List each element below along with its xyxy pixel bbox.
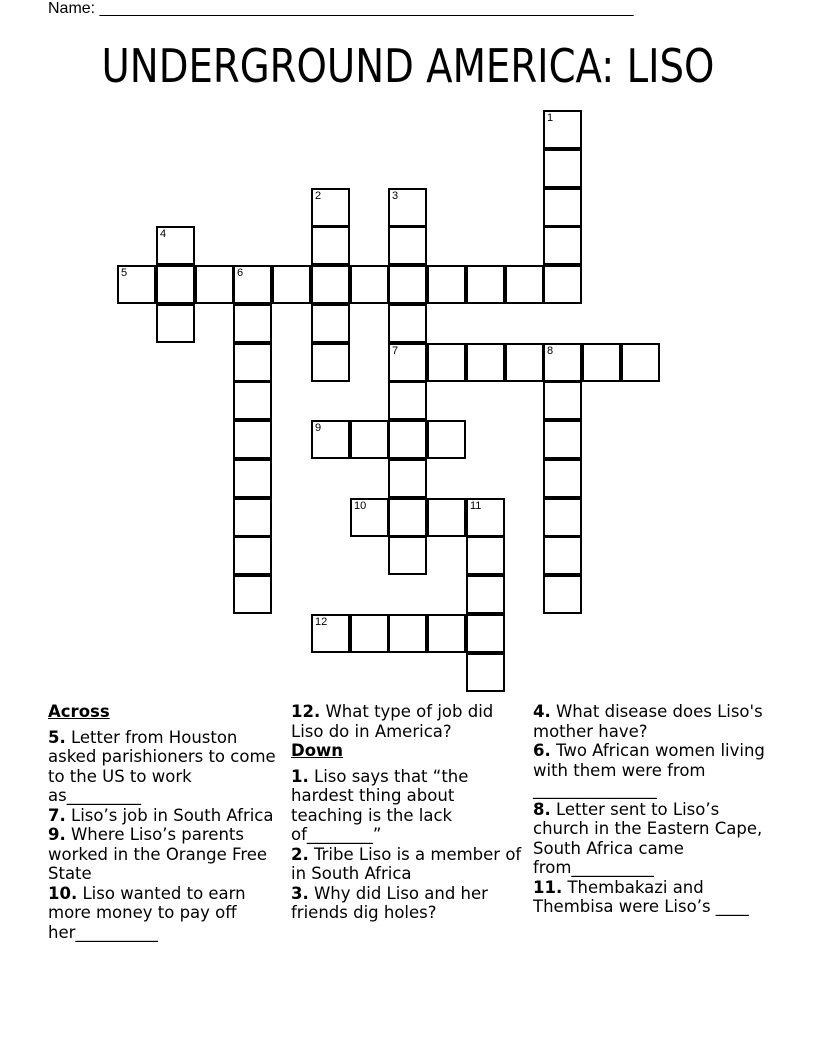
grid-cell[interactable] [350, 614, 389, 653]
clue-number: 2. [291, 844, 309, 864]
grid-cell[interactable] [233, 265, 272, 304]
clue-number-label: 8 [547, 345, 554, 357]
grid-cell[interactable] [350, 265, 389, 304]
clue-number-label: 1 [547, 112, 554, 124]
clue-text: What type of job did Liso do in America? [291, 702, 494, 741]
clue-down-1 [291, 767, 526, 845]
clue-number-label: 4 [160, 228, 167, 240]
page-title: UNDERGROUND AMERICA: LISO [101, 39, 715, 93]
grid-cell[interactable] [311, 188, 350, 227]
grid-cell[interactable] [233, 304, 272, 343]
clue-down-4 [533, 702, 773, 741]
clue-number: 8. [533, 799, 551, 819]
clue-number-label: 5 [121, 267, 128, 279]
grid-cell[interactable] [427, 614, 466, 653]
grid-cell[interactable] [427, 343, 466, 382]
grid-cell[interactable] [388, 498, 427, 537]
clues-column-2 [291, 702, 526, 923]
grid-cell[interactable] [388, 304, 427, 343]
grid-cell[interactable] [311, 226, 350, 265]
clue-across-7 [48, 806, 280, 826]
grid-cell[interactable] [505, 265, 544, 304]
clue-number: 6. [533, 741, 551, 760]
clue-number: 5. [48, 727, 66, 747]
grid-cell[interactable] [233, 343, 272, 382]
grid-cell[interactable] [156, 304, 195, 343]
grid-cell[interactable] [543, 188, 582, 227]
clue-down-2 [291, 845, 526, 884]
grid-cell[interactable] [233, 575, 272, 614]
clue-number-label: 3 [392, 190, 399, 202]
clue-down-11 [533, 878, 773, 917]
grid-cell[interactable] [543, 265, 582, 304]
grid-cell[interactable] [466, 575, 505, 614]
clue-number-label: 6 [237, 267, 244, 279]
grid-cell[interactable] [311, 614, 350, 653]
grid-cell[interactable] [388, 343, 427, 382]
clue-text: Liso’s job in South Africa [65, 805, 274, 825]
clue-across-9 [48, 825, 280, 884]
grid-cell[interactable] [427, 498, 466, 537]
grid-cell[interactable] [505, 343, 544, 382]
grid-cell[interactable] [388, 614, 427, 653]
clue-number: 3. [291, 883, 309, 903]
grid-cell[interactable] [233, 459, 272, 498]
clue-across-12 [291, 702, 526, 741]
grid-cell[interactable] [156, 226, 195, 265]
clue-number-label: 9 [315, 422, 322, 434]
grid-cell[interactable] [543, 536, 582, 575]
clue-number-label: 10 [354, 500, 367, 512]
grid-cell[interactable] [233, 536, 272, 575]
clue-down-8 [533, 800, 773, 878]
grid-cell[interactable] [543, 149, 582, 188]
clue-number-label: 7 [392, 345, 399, 357]
clue-text: Tribe Liso is a member of in South Africa [291, 844, 522, 883]
grid-cell[interactable] [233, 498, 272, 537]
clue-number: 9. [48, 825, 66, 844]
grid-cell[interactable] [311, 304, 350, 343]
grid-cell[interactable] [543, 575, 582, 614]
grid-cell[interactable] [311, 420, 350, 459]
grid-cell[interactable] [156, 265, 195, 304]
grid-cell[interactable] [117, 265, 156, 304]
grid-cell[interactable] [543, 459, 582, 498]
clue-text: Thembakazi and Thembisa were Liso’s ____ [533, 877, 749, 916]
grid-cell[interactable] [427, 265, 466, 304]
grid-cell[interactable] [466, 653, 505, 692]
grid-cell[interactable] [388, 420, 427, 459]
grid-cell[interactable] [621, 343, 660, 382]
grid-cell[interactable] [388, 459, 427, 498]
clue-text: Two African women living with them were from _______________ [533, 741, 765, 799]
clue-number-label: 2 [315, 190, 322, 202]
grid-cell[interactable] [543, 226, 582, 265]
grid-cell[interactable] [466, 498, 505, 537]
grid-cell[interactable] [466, 536, 505, 575]
clue-text: Letter sent to Liso’s church in the Eastern Cape, South Africa came from__________ [533, 799, 763, 877]
grid-cell[interactable] [311, 343, 350, 382]
grid-cell[interactable] [388, 226, 427, 265]
clue-down-6 [533, 741, 773, 800]
grid-cell[interactable] [466, 343, 505, 382]
clue-text: What disease does Liso's mother have? [533, 702, 763, 741]
grid-cell[interactable] [350, 498, 389, 537]
clue-number-label: 12 [315, 616, 328, 628]
grid-cell[interactable] [272, 265, 311, 304]
grid-cell[interactable] [195, 265, 234, 304]
grid-cell[interactable] [388, 188, 427, 227]
clue-number: 4. [533, 702, 551, 721]
grid-cell[interactable] [466, 614, 505, 653]
grid-cell[interactable] [388, 381, 427, 420]
name-field-label: Name: ____________________________________________________________ [48, 0, 634, 17]
grid-cell[interactable] [388, 536, 427, 575]
grid-cell[interactable] [543, 343, 582, 382]
clue-across-5 [48, 728, 280, 806]
grid-cell[interactable] [350, 420, 389, 459]
clue-number: 11. [533, 877, 563, 897]
clue-across-10 [48, 884, 280, 943]
clue-text: Liso wanted to earn more money to pay off her__________ [48, 883, 246, 942]
grid-cell[interactable] [311, 265, 350, 304]
clue-text: Letter from Houston asked parishioners to come to the US to work as_________ [48, 727, 276, 805]
clue-number: 12. [291, 702, 321, 721]
grid-cell[interactable] [543, 498, 582, 537]
grid-cell[interactable] [233, 381, 272, 420]
clue-number-label: 11 [470, 500, 482, 512]
clue-number: 1. [291, 766, 309, 786]
down-heading: Down [291, 741, 344, 760]
grid-cell[interactable] [582, 343, 621, 382]
across-heading: Across [48, 702, 110, 721]
grid-cell[interactable] [543, 420, 582, 459]
clue-text: Where Liso’s parents worked in the Orange Free State [48, 825, 268, 883]
clue-down-3 [291, 884, 526, 923]
clue-text: Why did Liso and her friends dig holes? [291, 883, 488, 922]
clues-column-1 [48, 702, 280, 942]
clue-number: 7. [48, 805, 66, 825]
grid-cell[interactable] [466, 265, 505, 304]
grid-cell[interactable] [233, 420, 272, 459]
clues-column-3 [533, 702, 773, 917]
clue-number: 10. [48, 883, 78, 903]
grid-cell[interactable] [427, 420, 466, 459]
grid-cell[interactable] [388, 265, 427, 304]
clue-text: Liso says that “the hardest thing about teaching is the lack of________” [291, 766, 469, 844]
grid-cell[interactable] [543, 381, 582, 420]
grid-cell[interactable] [543, 110, 582, 149]
